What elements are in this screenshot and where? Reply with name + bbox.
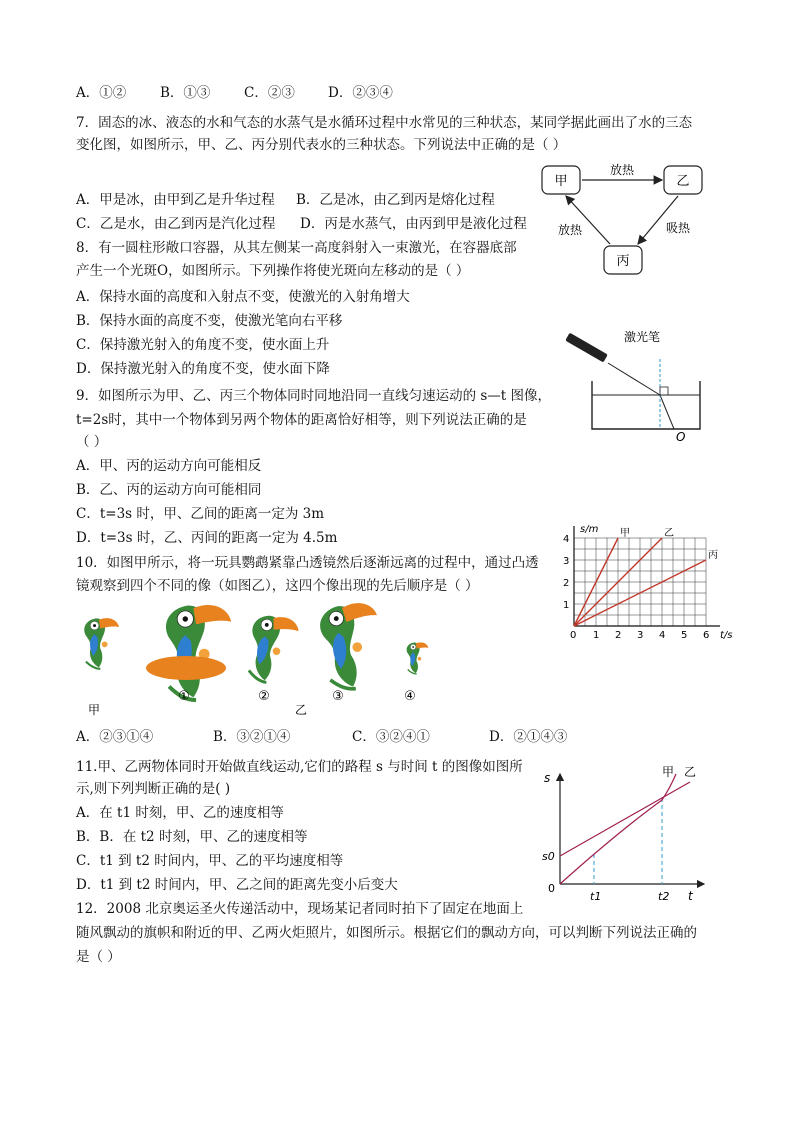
q12-stem-line3: 是（ ） xyxy=(76,949,121,965)
x-axis-label: t/s xyxy=(720,630,733,641)
parrot-image-1-icon xyxy=(166,605,231,700)
edge-left-label: 放热 xyxy=(557,223,583,237)
img-label-4: ④ xyxy=(404,689,416,704)
q10-option-a: A．②③①④ xyxy=(76,729,154,745)
container-outline xyxy=(592,381,700,429)
laser-pen-icon xyxy=(565,333,608,363)
line-yi xyxy=(560,782,690,856)
q8-option-c: C．保持激光射入的角度不变，使水面上升 xyxy=(76,337,330,353)
q12-stem-line1: 12．2008 北京奥运圣火传递活动中，现场某记者同时拍下了固定在地面上 xyxy=(76,901,524,917)
parrot-image-3-icon xyxy=(318,601,387,693)
q9-stem-line2: t=2s时，其中一个物体到另两个物体的距离恰好相等，则下列说法正确的是 xyxy=(76,412,527,428)
node-yi-label: 乙 xyxy=(676,174,690,189)
q10-options xyxy=(76,728,567,746)
q10-option-d: D．②①④③ xyxy=(489,729,568,745)
s-axis-label: s xyxy=(544,771,551,785)
x-tick-label: 3 xyxy=(637,630,644,641)
q7-option-b: B．乙是冰，由乙到丙是熔化过程 xyxy=(296,192,495,208)
q7-option-c: C．乙是水，由乙到丙是汽化过程 xyxy=(76,216,276,232)
q6-option-b: B．①③ xyxy=(160,85,211,101)
q6-option-d: D．②③④ xyxy=(328,85,393,101)
series-label: 甲 xyxy=(620,528,630,539)
node-jia-label: 甲 xyxy=(554,174,568,189)
parrot-jia-icon xyxy=(84,618,119,669)
q11-option-c: C．t1 到 t2 时间内，甲、乙的平均速度相等 xyxy=(76,853,344,869)
x-tick-label: 4 xyxy=(659,630,666,641)
q8-stem-line1: 8．有一圆柱形敞口容器，从其左侧某一高度斜射入一束激光，在容器底部 xyxy=(76,240,517,256)
yi-label: 乙 xyxy=(684,765,697,779)
t-axis-label: t xyxy=(688,889,693,903)
parrot-image-2-icon xyxy=(245,613,300,686)
img-label-1: ① xyxy=(178,689,190,704)
curve-jia xyxy=(560,774,676,884)
img-label-2: ② xyxy=(258,689,270,704)
q10-stem-line1: 10．如图甲所示，将一玩具鹦鹉紧靠凸透镜然后逐渐远离的过程中，通过凸透 xyxy=(76,555,539,571)
q9-stem-line3: （ ） xyxy=(76,434,108,450)
t2-label: t2 xyxy=(658,890,670,903)
q11-option-b: B．B．在 t2 时刻，甲、乙的速度相等 xyxy=(76,829,308,845)
x-tick-label: 6 xyxy=(703,630,710,641)
x-tick-label: 5 xyxy=(681,630,688,641)
q9-option-b: B．乙、丙的运动方向可能相同 xyxy=(76,482,262,498)
q12-stem-line2: 随风飘动的旗帜和附近的甲、乙两火炬照片，如图所示。根据它们的飘动方向，可以判断下列说法正确的 xyxy=(76,925,697,941)
water-state-diagram xyxy=(538,158,718,278)
q10-option-c: C．③②④① xyxy=(352,729,430,745)
spot-o-label: O xyxy=(676,430,686,443)
q11-stem-line1: 11.甲、乙两物体同时开始做直线运动,它们的路程 s 与时间 t 的图像如图所 xyxy=(76,759,523,775)
q8-stem-line2: 产生一个光斑O，如图所示。下列操作将使光斑向左移动的是（ ） xyxy=(76,263,470,279)
laser-container-figure xyxy=(560,325,710,443)
q6-options xyxy=(76,84,393,102)
s-t-curve-graph xyxy=(538,760,718,906)
q9-stem-line1: 9．如图所示为甲、乙、丙三个物体同时同地沿同一直线匀速运动的 s—t 图像， xyxy=(76,388,552,404)
jia-label: 甲 xyxy=(662,765,675,779)
q10-stem-line2: 镜观察到四个不同的像（如图乙），这四个像出现的先后顺序是（ ） xyxy=(76,578,479,594)
s-t-chart xyxy=(556,508,746,648)
right-angle-mark xyxy=(660,387,668,395)
q6-option-c: C．②③ xyxy=(244,85,295,101)
q7-option-a: A．甲是冰，由甲到乙是升华过程 xyxy=(76,192,275,208)
parrot-figures xyxy=(70,596,440,722)
q7-stem-line2: 变化图，如图所示，甲、乙、丙分别代表水的三种状态。下列说法中正确的是（ ） xyxy=(76,137,567,153)
q10-option-b: B．③②①④ xyxy=(213,729,291,745)
q9-option-d: D．t=3s 时，乙、丙间的距离一定为 4.5m xyxy=(76,530,338,546)
edge-top-label: 放热 xyxy=(609,163,635,177)
y-tick-label: 2 xyxy=(563,578,570,589)
laser-beam-air xyxy=(608,363,660,395)
parrot-image-1-base xyxy=(146,656,226,680)
q11-option-d: D．t1 到 t2 时间内，甲、乙之间的距离先变小后变大 xyxy=(76,877,398,893)
q11-option-a: A．在 t1 时刻，甲、乙的速度相等 xyxy=(76,805,284,821)
x-tick-label: 2 xyxy=(615,630,622,641)
laser-beam-water xyxy=(660,395,674,429)
t1-label: t1 xyxy=(590,890,602,903)
parrot-image-4-icon xyxy=(407,642,429,674)
fig-yi-label: 乙 xyxy=(294,703,308,717)
q8-option-b: B．保持水面的高度不变，使激光笔向右平移 xyxy=(76,313,343,329)
series-label: 丙 xyxy=(708,550,718,561)
laser-pen-label: 激光笔 xyxy=(624,330,661,344)
chart-grid xyxy=(574,538,706,626)
origin-label: 0 xyxy=(548,882,555,895)
fig-jia-label: 甲 xyxy=(87,703,101,717)
s0-label: s0 xyxy=(542,850,555,863)
q7-option-d: D．丙是水蒸气，由丙到甲是液化过程 xyxy=(300,216,527,232)
x-tick-label: 0 xyxy=(570,630,577,641)
q11-stem-line2: 示,则下列判断正确的是( ) xyxy=(76,781,231,797)
q7-stem-line1: 7．固态的冰、液态的水和气态的水蒸气是水循环过程中水常见的三种状态，某同学据此画出了水的三态 xyxy=(76,115,693,131)
node-bing-label: 丙 xyxy=(616,254,630,269)
q8-option-d: D．保持激光射入的角度不变，使水面下降 xyxy=(76,361,330,377)
q8-option-a: A．保持水面的高度和入射点不变，使激光的入射角增大 xyxy=(76,289,410,305)
q6-option-a: A．①② xyxy=(76,85,127,101)
edge-right-label: 吸热 xyxy=(665,221,691,235)
q9-option-c: C．t=3s 时，甲、乙间的距离一定为 3m xyxy=(76,506,325,522)
series-label: 乙 xyxy=(664,528,674,539)
arrow-yi-bing xyxy=(638,196,678,244)
y-tick-label: 1 xyxy=(563,600,570,611)
chart-series xyxy=(574,527,718,626)
q9-option-a: A．甲、丙的运动方向可能相反 xyxy=(76,458,262,474)
y-tick-label: 3 xyxy=(563,556,570,567)
x-tick-label: 1 xyxy=(593,630,600,641)
y-axis-label: s/m xyxy=(580,524,599,535)
y-tick-label: 4 xyxy=(563,534,570,545)
img-label-3: ③ xyxy=(332,689,344,704)
